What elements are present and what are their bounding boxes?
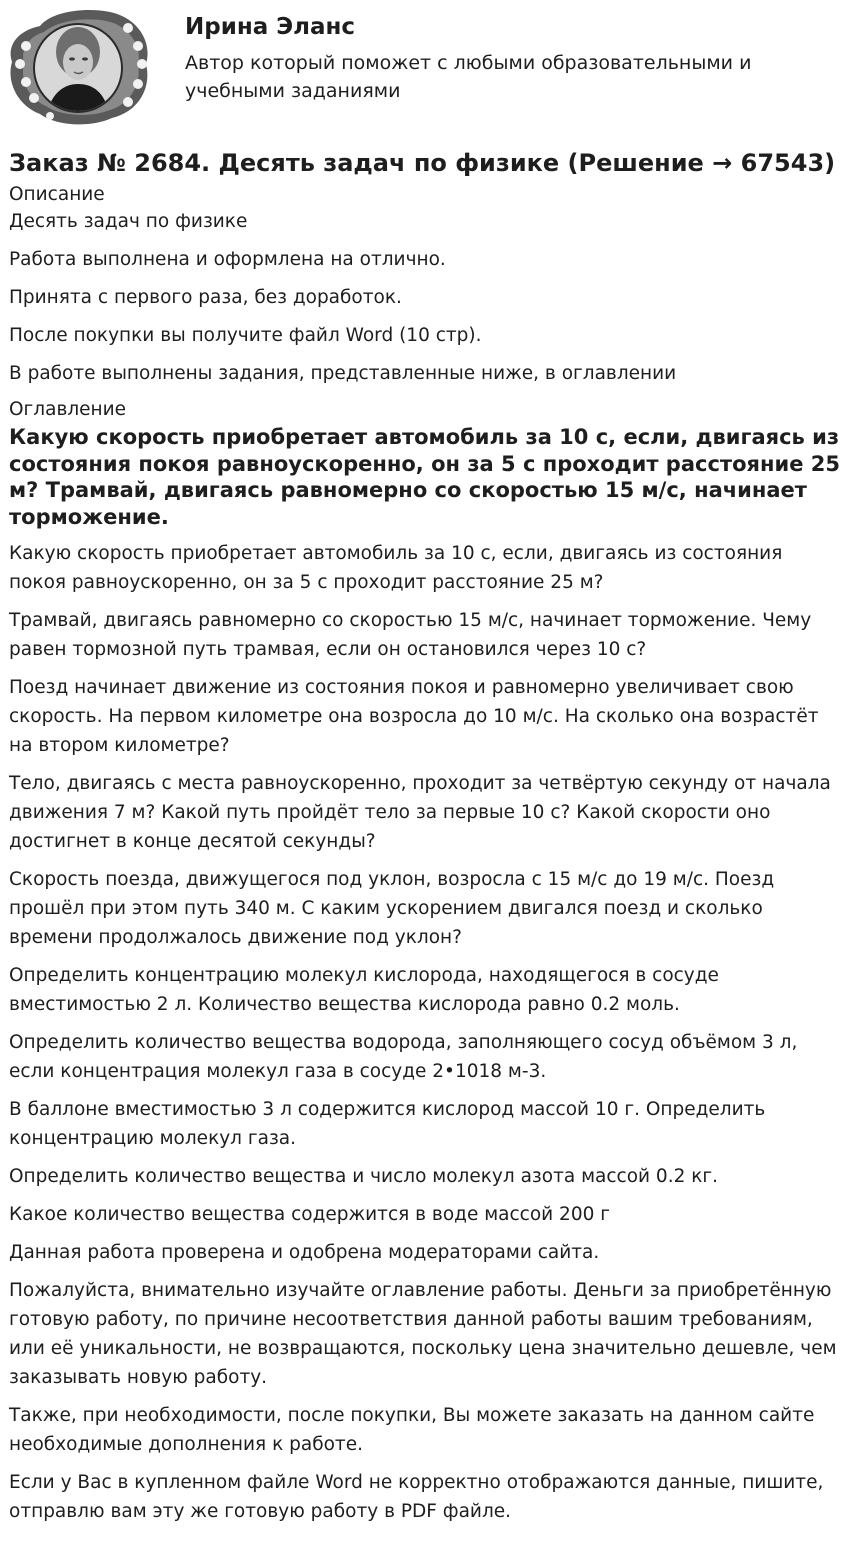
author-card xyxy=(0,0,847,135)
description-paragraph: Работа выполнена и оформлена на отлично. xyxy=(9,249,446,270)
toc-paragraph: Какое количество вещества содержится в воде массой 200 г xyxy=(9,1204,610,1225)
toc-paragraph: Скорость поезда, движущегося под уклон, возросла с 15 м/с до 19 м/с. Поезд прошёл при этом путь 340 м. С каким ускорением двигался поезд и сколько времени продолжалось движение под уклон? xyxy=(9,869,775,948)
toc-paragraph: В баллоне вместимостью 3 л содержится кислород массой 10 г. Определить концентрацию молекул газа. xyxy=(9,1099,766,1149)
additions-note: Также, при необходимости, после покупки, Вы можете заказать на данном сайте необходимые дополнения к работе. xyxy=(9,1405,815,1455)
toc-label: Оглавление xyxy=(9,399,127,420)
description-label: Описание xyxy=(9,184,105,205)
toc-paragraph: Определить количество вещества и число молекул азота массой 0.2 кг. xyxy=(9,1166,719,1187)
toc-paragraph: Определить количество вещества водорода, заполняющего сосуд объёмом 3 л, если концентрация молекул газа в сосуде 2•1018 м-3. xyxy=(9,1032,798,1082)
moderation-note: Данная работа проверена и одобрена модераторами сайта. xyxy=(9,1242,600,1263)
toc-paragraph: Поезд начинает движение из состояния покоя и равномерно увеличивает свою скорость. На первом километре она возросла до 10 м/с. На сколько она возрастёт на втором километре? xyxy=(9,677,819,756)
author-name[interactable]: Ирина Эланс xyxy=(185,14,356,40)
order-title: Заказ № 2684. Десять задач по физике (Решение → 67543) xyxy=(9,149,836,177)
description-paragraph: После покупки вы получите файл Word (10 стр). xyxy=(9,325,482,346)
order-content xyxy=(9,147,843,1535)
pdf-note: Если у Вас в купленном файле Word не корректно отображаются данные, пишите, отправлю вам эту же готовую работу в PDF файле. xyxy=(9,1472,824,1522)
description-paragraph: Десять задач по физике xyxy=(9,211,248,232)
toc-paragraph: Тело, двигаясь с места равноускоренно, проходит за четвёртую секунду от начала движения 7 м? Какой путь пройдёт тело за первые 10 с? Какой скорости оно достигнет в конце десятой секунды? xyxy=(9,773,831,852)
toc-paragraph: Какую скорость приобретает автомобиль за 10 с, если, двигаясь из состояния покоя равноускоренно, он за 5 с проходит расстояние 25 м? xyxy=(9,543,783,593)
toc-paragraph: Трамвай, двигаясь равномерно со скоростью 15 м/с, начинает торможение. Чему равен тормозной путь трамвая, если он остановился через 10 с? xyxy=(9,610,812,660)
toc-paragraph: Определить концентрацию молекул кислорода, находящегося в сосуде вместимостью 2 л. Количество вещества кислорода равно 0.2 моль. xyxy=(9,965,719,1015)
description-paragraph: Принята с первого раза, без доработок. xyxy=(9,287,402,308)
refund-policy-note: Пожалуйста, внимательно изучайте оглавление работы. Деньги за приобретённую готовую работу, по причине несоответствия данной работы вашим требованиям, или её уникальности, не возвращаются, поскольку цена значительно дешевле, чем заказывать новую работу. xyxy=(9,1280,837,1388)
toc-heading: Какую скорость приобретает автомобиль за 10 с, если, двигаясь из состояния покоя равноускоренно, он за 5 с проходит расстояние 25 м? Трамвай, двигаясь равномерно со скоростью 15 м/с, начинает торможение. xyxy=(9,425,840,529)
description-paragraph: В работе выполнены задания, представленные ниже, в оглавлении xyxy=(9,363,677,384)
author-description: Автор который поможет с любыми образовательными и учебными заданиями xyxy=(185,52,752,102)
author-avatar[interactable] xyxy=(6,6,152,128)
